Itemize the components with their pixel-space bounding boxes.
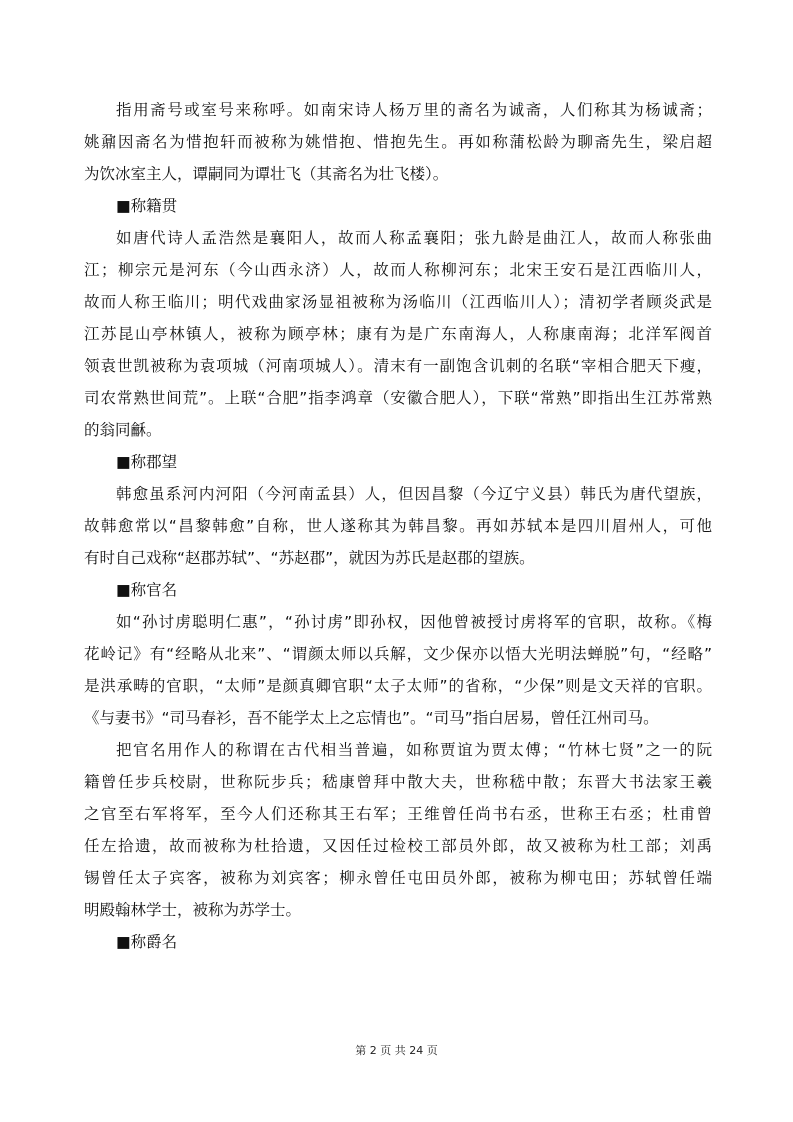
paragraph	[84, 734, 712, 926]
text-line: 明殿翰林学士，被称为苏学士。	[84, 901, 302, 919]
paragraph	[84, 478, 712, 574]
text-line: 故韩愈常以“昌黎韩愈”自称，世人遂称其为韩昌黎。再如苏轼本是四川眉州人，可他	[84, 517, 712, 535]
text-line: 任左拾遗，故而被称为杜拾遗，又因任过检校工部员外郎，故又被称为杜工部；刘禹	[84, 837, 712, 855]
text-line: 之官至右军将军，至今人们还称其王右军；王维曾任尚书右丞，世称王右丞；杜甫曾	[84, 805, 712, 823]
text-line: 为饮冰室主人，谭嗣同为谭壮飞（其斋名为壮飞楼）。	[84, 165, 449, 183]
text-line: 如“孙讨虏聪明仁惠”，“孙讨虏”即孙权，因他曾被授讨虏将军的官职，故称。《梅	[116, 613, 712, 631]
paragraph	[84, 606, 712, 734]
text-line: 故而人称王临川；明代戏曲家汤显祖被称为汤临川（江西临川人）；清初学者顾炎武是	[84, 293, 712, 311]
text-line: 领袁世凯被称为袁项城（河南项城人）。清末有一副饱含讥刺的名联“宰相合肥天下瘦，	[84, 357, 712, 375]
text-line: 司农常熟世间荒”。上联“合肥”指李鸿章（安徽合肥人），下联“常熟”即指出生江苏常熟	[84, 389, 712, 407]
text-line: 花岭记》有“经略从北来”、“谓颜太师以兵解，文少保亦以悟大光明法蝉脱”句，“经略”	[84, 645, 712, 663]
section-heading: ■称官名	[116, 581, 178, 599]
text-line: 有时自己戏称“赵郡苏轼”、“苏赵郡”，就因为苏氏是赵郡的望族。	[84, 549, 535, 567]
text-line: 韩愈虽系河内河阳（今河南孟县）人，但因昌黎（今辽宁义县）韩氏为唐代望族，	[116, 485, 712, 503]
document-body	[84, 94, 712, 958]
text-line: 指用斋号或室号来称呼。如南宋诗人杨万里的斋名为诚斋，人们称其为杨诚斋；	[116, 101, 712, 119]
paragraph	[84, 222, 712, 446]
paragraph	[84, 94, 712, 190]
text-line: 把官名用作人的称谓在古代相当普遍，如称贾谊为贾太傅；“竹林七贤”之一的阮	[116, 741, 712, 759]
text-line: 江；柳宗元是河东（今山西永济）人，故而人称柳河东；北宋王安石是江西临川人，	[84, 261, 712, 279]
page-footer: 第 2 页 共 24 页	[355, 1044, 438, 1057]
text-line: 如唐代诗人孟浩然是襄阳人，故而人称孟襄阳；张九龄是曲江人，故而人称张曲	[116, 229, 712, 247]
text-line: 是洪承畴的官职，“太师”是颜真卿官职“太子太师”的省称，“少保”则是文天祥的官职。	[84, 677, 712, 695]
text-line: 的翁同龢。	[84, 421, 162, 439]
text-line: 江苏昆山亭林镇人，被称为顾亭林；康有为是广东南海人，人称康南海；北洋军阀首	[84, 325, 712, 343]
section-heading: ■称爵名	[116, 933, 178, 951]
text-line: 姚鼐因斋名为惜抱轩而被称为姚惜抱、惜抱先生。再如称蒲松龄为聊斋先生，梁启超	[84, 133, 712, 151]
text-line: 《与妻书》“司马春衫，吾不能学太上之忘情也”。“司马”指白居易，曾任江州司马。	[84, 709, 659, 727]
section-heading: ■称郡望	[116, 453, 178, 471]
text-line: 籍曾任步兵校尉，世称阮步兵；嵇康曾拜中散大夫，世称嵇中散；东晋大书法家王羲	[84, 773, 712, 791]
section-heading: ■称籍贯	[116, 197, 178, 215]
text-line: 锡曾任太子宾客，被称为刘宾客；柳永曾任屯田员外郎，被称为柳屯田；苏轼曾任端	[84, 869, 712, 887]
